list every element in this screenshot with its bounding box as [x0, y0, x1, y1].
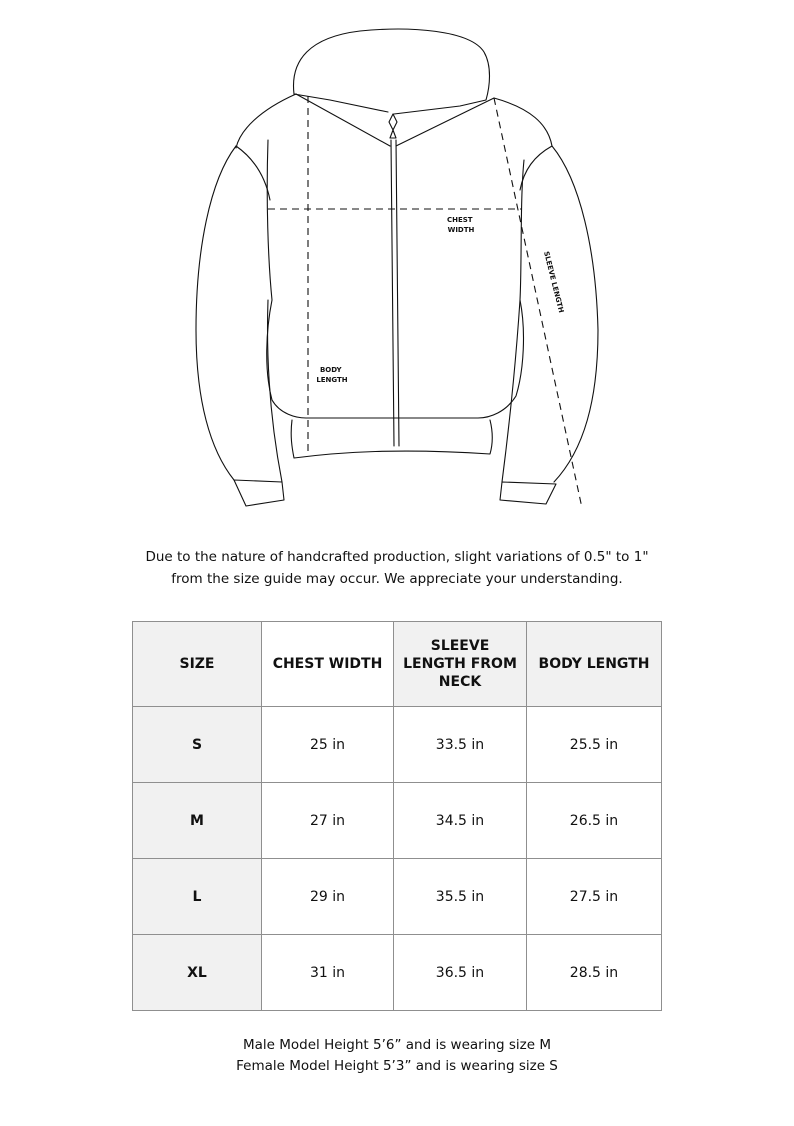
male-model-line: Male Model Height 5’6” and is wearing size M — [243, 1037, 551, 1053]
body-left-side — [267, 140, 306, 418]
sleeve-length-label: SLEEVE LENGTH — [542, 250, 566, 314]
size-cell: S — [133, 707, 262, 783]
chest-cell: 25 in — [262, 707, 394, 783]
left-sleeve-inner — [236, 146, 282, 482]
table-row — [133, 859, 662, 935]
header-chest-width: CHEST WIDTH — [262, 622, 394, 707]
zipper-line — [391, 140, 399, 446]
body-cell: 26.5 in — [527, 783, 662, 859]
hem-band — [291, 418, 492, 458]
sleeve-length-line — [494, 98, 582, 508]
sleeve-cell: 33.5 in — [394, 707, 527, 783]
collar-left — [296, 94, 390, 146]
body-cell: 28.5 in — [527, 935, 662, 1011]
variation-notice — [60, 546, 734, 590]
sleeve-cell: 35.5 in — [394, 859, 527, 935]
hood-outline — [294, 29, 490, 100]
sleeve-cell: 36.5 in — [394, 935, 527, 1011]
header-size: SIZE — [133, 622, 262, 707]
body-right-side — [478, 160, 524, 418]
table-row — [133, 935, 662, 1011]
size-chart-table — [132, 621, 662, 1011]
size-cell: M — [133, 783, 262, 859]
table-header-row — [133, 622, 662, 707]
body-cell: 25.5 in — [527, 707, 662, 783]
left-sleeve-outer — [196, 146, 236, 480]
chest-cell: 27 in — [262, 783, 394, 859]
collar-right — [396, 98, 494, 146]
chest-cell: 29 in — [262, 859, 394, 935]
hood-inner-right — [394, 100, 486, 114]
body-left-shoulder — [236, 94, 296, 148]
chest-cell: 31 in — [262, 935, 394, 1011]
header-sleeve-length: SLEEVE LENGTH FROM NECK — [394, 622, 527, 707]
sleeve-cell: 34.5 in — [394, 783, 527, 859]
table-row — [133, 707, 662, 783]
body-length-label: BODY LENGTH — [316, 366, 348, 384]
size-cell: XL — [133, 935, 262, 1011]
notice-line: from the size guide may occur. We appreciate your understanding. — [171, 571, 623, 587]
table-row — [133, 783, 662, 859]
header-body-length: BODY LENGTH — [527, 622, 662, 707]
body-cell: 27.5 in — [527, 859, 662, 935]
right-cuff — [500, 482, 556, 504]
size-cell: L — [133, 859, 262, 935]
notice-line: Due to the nature of handcrafted production, slight variations of 0.5" to 1" — [145, 549, 649, 565]
chest-width-label: CHEST WIDTH — [446, 216, 475, 234]
model-info — [60, 1035, 734, 1077]
right-sleeve-inner — [502, 146, 552, 482]
left-cuff — [234, 480, 284, 506]
hoodie-measurement-diagram — [0, 0, 794, 520]
zipper-pull — [389, 114, 397, 138]
female-model-line: Female Model Height 5’3” and is wearing size S — [236, 1058, 558, 1074]
right-sleeve-outer — [552, 146, 598, 482]
